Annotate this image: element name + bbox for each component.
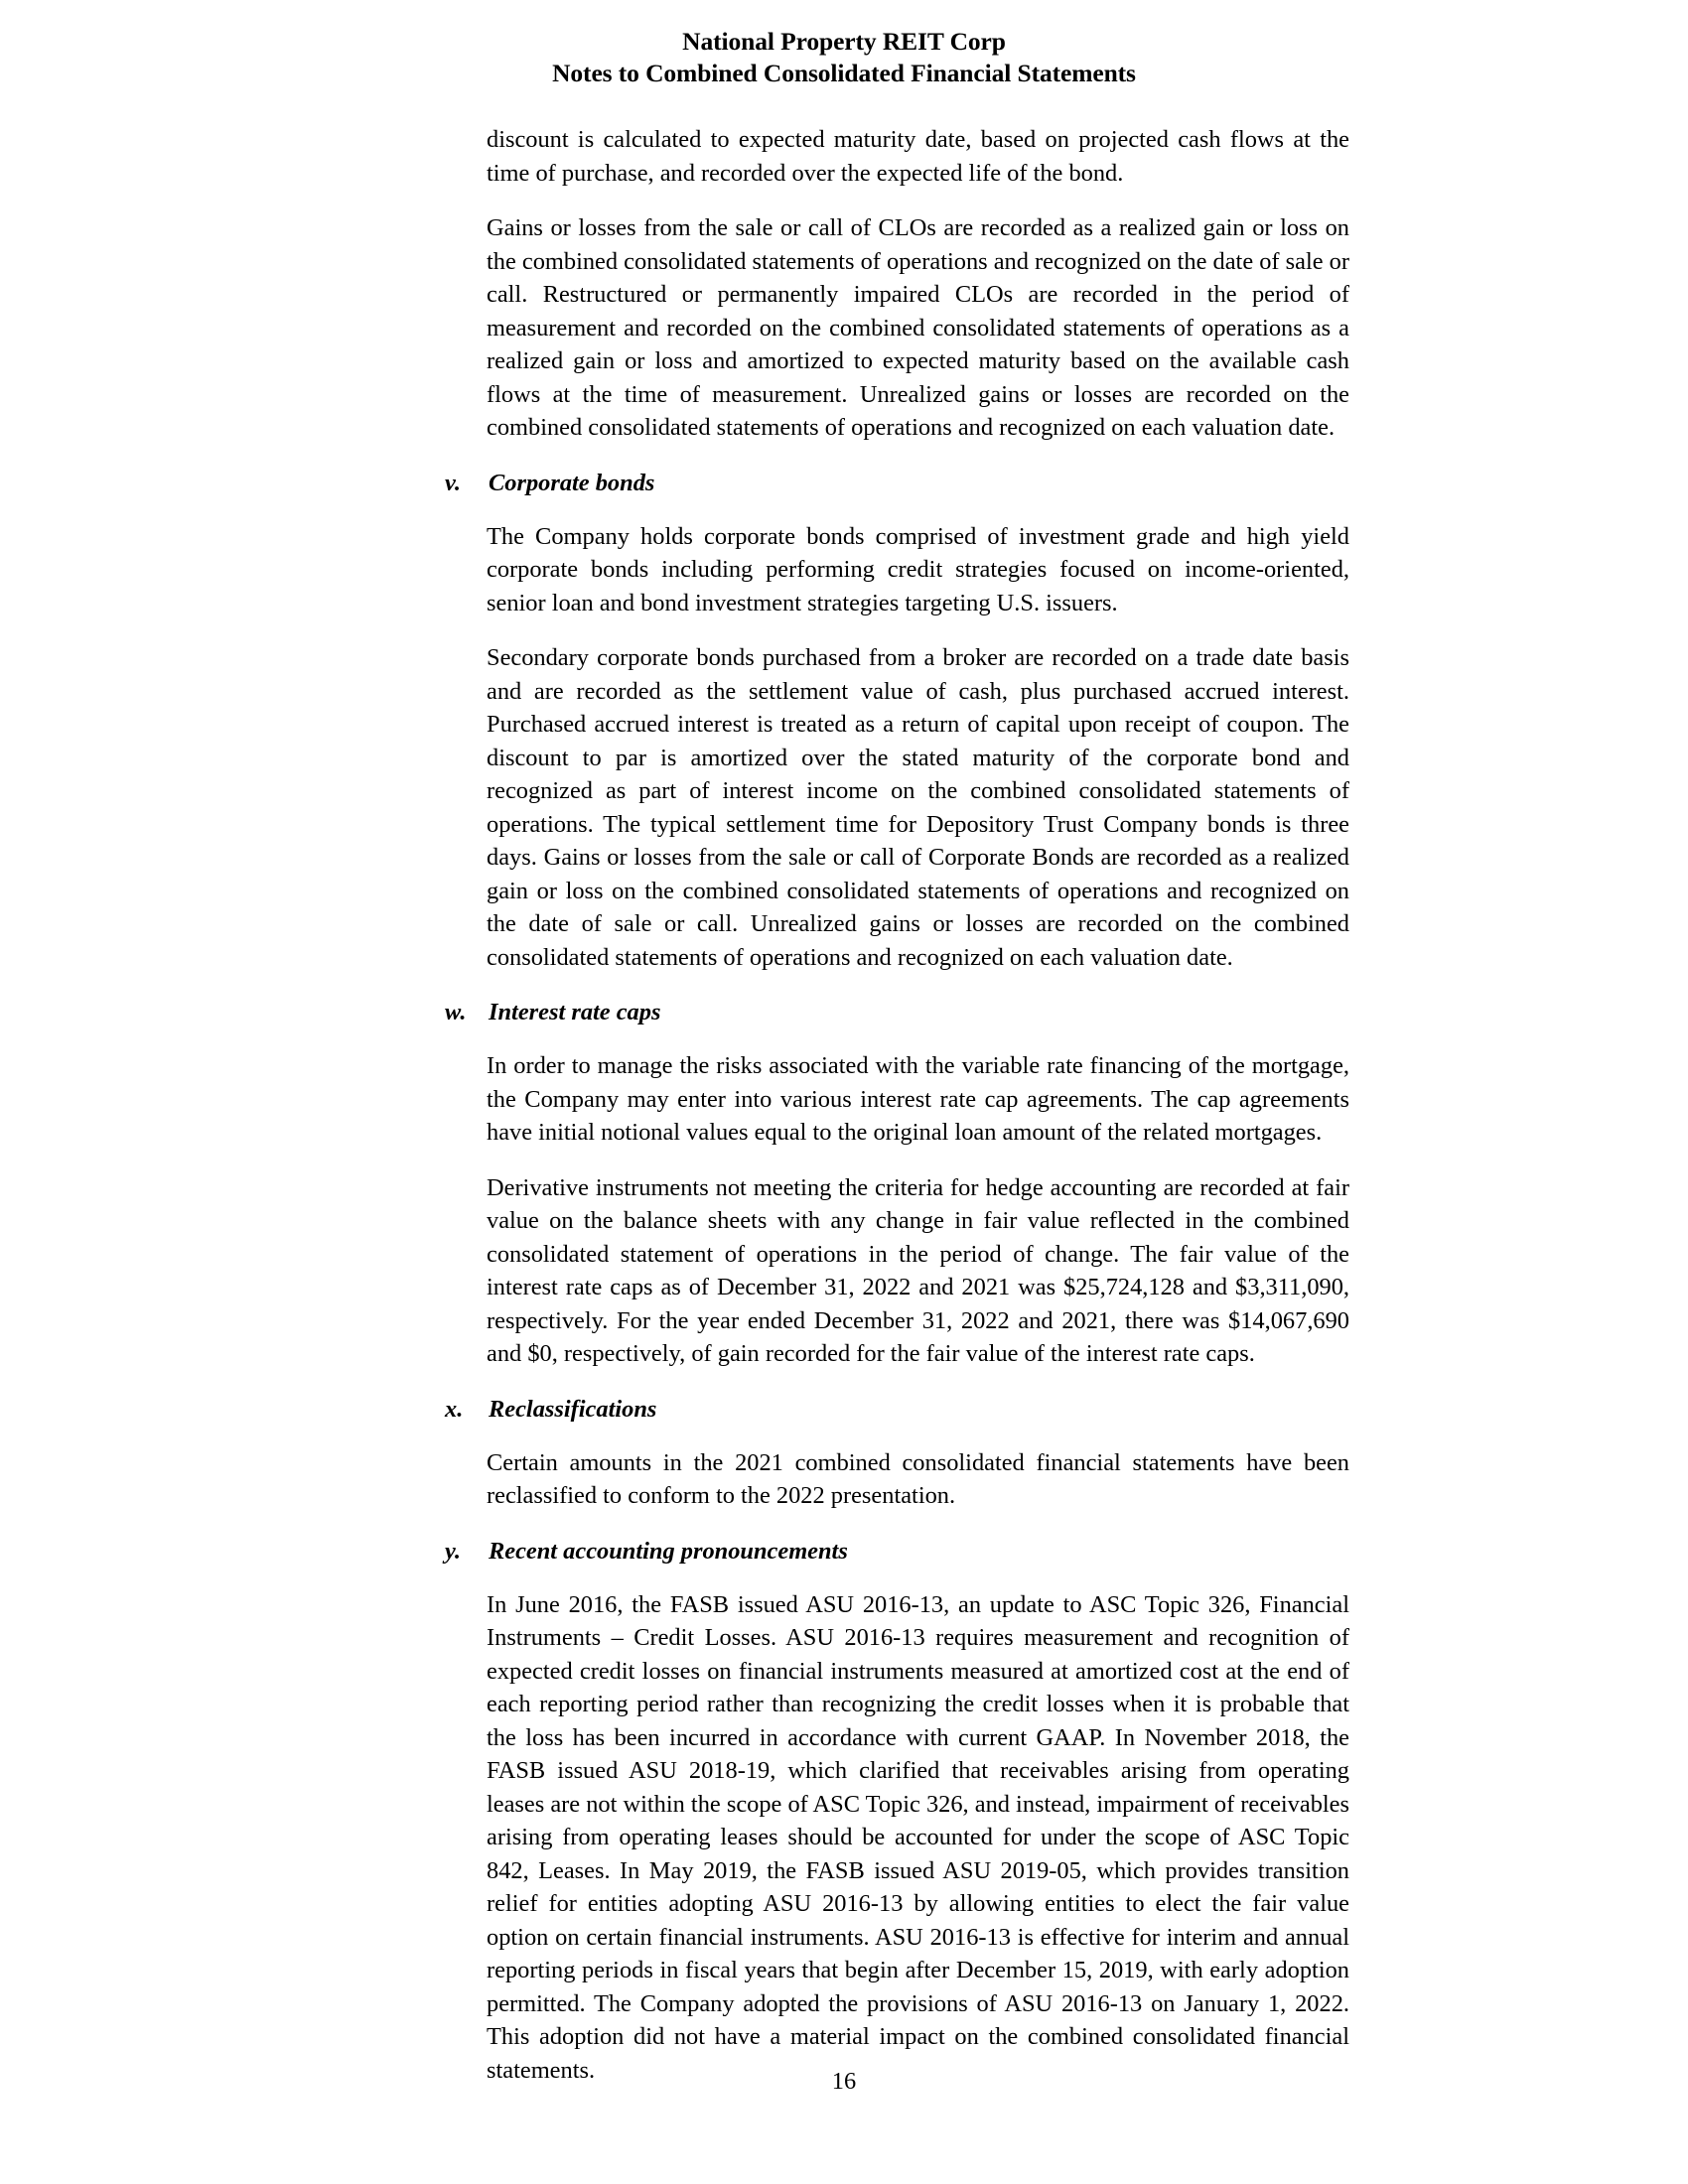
page-number: 16 <box>831 2068 857 2095</box>
paragraph-derivative-instruments: Derivative instruments not meeting the criteria for hedge accounting are recorded at fair value on the balance sheets with any change in fair value reflected in the combined consolidated statement of operations in the period of change. The fair value of the interest rate caps as of December 31, 2022 and 2021 was $25,724,128 and $3,311,090, respectively. For the year ended December 31, 2022 and 2021, there was $14,067,690 and $0, respectively, of gain recorded for the fair value of the interest rate caps. <box>487 1173 1349 1367</box>
subsection-marker-v: v. <box>445 469 462 496</box>
header-company-name: National Property REIT Corp <box>682 27 1006 56</box>
paragraph-secondary-corporate-bonds: Secondary corporate bonds purchased from a broker are recorded on a trade date basis and are recorded as the settlement value of cash, plus purchased accrued interest. Purchased accrued interest is treated as a return of capital upon receipt of coupon. The discount to par is amortized over the stated maturity of the corporate bond and recognized as part of interest income on the combined consolidated statements of operations. The typical settlement time for Depository Trust Company bonds is three days. Gains or losses from the sale or call of Corporate Bonds are recorded as a realized gain or loss on the combined consolidated statements of operations and recognized on the date of sale or call. Unrealized gains or losses are recorded on the combined consolidated statements of operations and recognized on each valuation date. <box>487 644 1349 971</box>
paragraph-recent-accounting-pronouncements: In June 2016, the FASB issued ASU 2016-13, an update to ASC Topic 326, Financial Instruments – Credit Losses. ASU 2016-13 requires measurement and recognition of expected credit losses on financial instruments measured at amortized cost at the end of each reporting period rather than recognizing the credit losses when it is probable that the loss has been incurred in accordance with current GAAP. In November 2018, the FASB issued ASU 2018-19, which clarified that receivables arising from operating leases are not within the scope of ASC Topic 326, and instead, impairment of receivables arising from operating leases should be accounted for under the scope of ASC Topic 842, Leases. In May 2019, the FASB issued ASU 2019-05, which provides transition relief for entities adopting ASU 2016-13 by allowing entities to elect the fair value option on certain financial instruments. ASU 2016-13 is effective for interim and annual reporting periods in fiscal years that begin after December 15, 2019, with early adoption permitted. The Company adopted the provisions of ASU 2016-13 on January 1, 2022. This adoption did not have a material impact on the combined consolidated financial statements. <box>487 1590 1349 2084</box>
subsection-marker-y: y. <box>445 1537 462 1565</box>
subsection-marker-w: w. <box>445 999 467 1025</box>
subsection-heading-corporate-bonds <box>218 467 1470 500</box>
subsection-heading-interest-rate-caps <box>218 996 1470 1029</box>
paragraph-corporate-bonds-overview: The Company holds corporate bonds comprised of investment grade and high yield corporate bonds including performing credit strategies focused on income-oriented, senior loan and bond investment strategies targeting U.S. issuers. <box>487 522 1349 616</box>
paragraph-reclassifications: Certain amounts in the 2021 combined consolidated financial statements have been reclassified to conform to the 2022 presentation. <box>487 1448 1349 1509</box>
header-subtitle: Notes to Combined Consolidated Financial Statements <box>552 59 1136 87</box>
subsection-title-corporate-bonds: Corporate bonds <box>489 469 655 496</box>
subsection-title-recent-accounting-pronouncements: Recent accounting pronouncements <box>489 1537 848 1565</box>
subsection-heading-recent-accounting-pronouncements <box>218 1535 1470 1569</box>
subsection-title-reclassifications: Reclassifications <box>489 1395 657 1423</box>
paragraph-rate-cap-agreements: In order to manage the risks associated with the variable rate financing of the mortgage, the Company may enter into various interest rate cap agreements. The cap agreements have initial notional values equal to the original loan amount of the related mortgages. <box>487 1052 1349 1146</box>
subsection-marker-x: x. <box>445 1395 464 1423</box>
document-body <box>218 123 1470 2087</box>
subsection-title-interest-rate-caps: Interest rate caps <box>489 999 661 1025</box>
paragraph-bond-discount: discount is calculated to expected maturity date, based on projected cash flows at the time of purchase, and recorded over the expected life of the bond. <box>487 126 1349 187</box>
page-footer <box>0 2067 1688 2097</box>
paragraph-clo-gains-losses: Gains or losses from the sale or call of CLOs are recorded as a realized gain or loss on the combined consolidated statements of operations and recognized on the date of sale or call. Restructured or permanently impaired CLOs are recorded in the period of measurement and recorded on the combined consolidated statements of operations as a realized gain or loss and amortized to expected maturity based on the available cash flows at the time of measurement. Unrealized gains or losses are recorded on the combined consolidated statements of operations and recognized on each valuation date. <box>487 214 1349 441</box>
subsection-heading-reclassifications <box>218 1393 1470 1427</box>
page-header <box>0 26 1688 89</box>
